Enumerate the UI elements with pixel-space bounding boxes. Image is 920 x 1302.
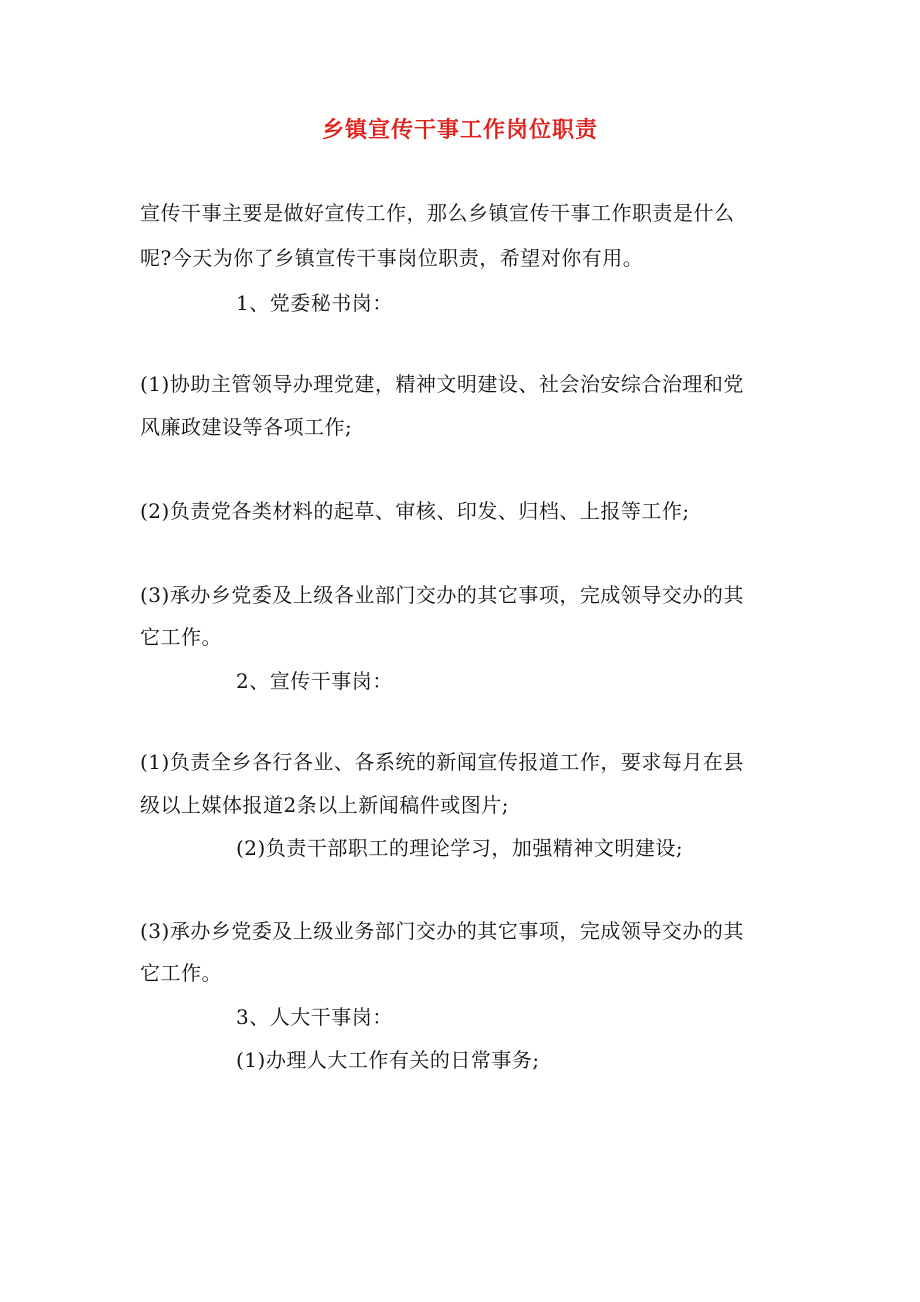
intro-line-1: 宣传干事主要是做好宣传工作，那么乡镇宣传干事工作职责是什么: [140, 201, 735, 225]
intro-line-2: 呢?今天为你了乡镇宣传干事岗位职责，希望对你有用。: [140, 246, 644, 270]
paragraph-line: 级以上媒体报道2条以上新闻稿件或图片;: [140, 793, 509, 817]
paragraph-line: (1)负责全乡各行各业、各系统的新闻宣传报道工作，要求每月在县: [140, 750, 744, 774]
section-heading-1: 1、党委秘书岗：: [236, 291, 393, 315]
paragraph-line: (2)负责干部职工的理论学习，加强精神文明建设;: [236, 836, 684, 860]
paragraph-line: 它工作。: [140, 625, 222, 649]
paragraph-line: (1)办理人大工作有关的日常事务;: [236, 1048, 540, 1072]
section-heading-2: 2、宣传干事岗：: [236, 669, 393, 693]
paragraph-line: (3)承办乡党委及上级各业部门交办的其它事项，完成领导交办的其: [140, 583, 744, 607]
paragraph-line: 它工作。: [140, 961, 222, 985]
paragraph-line: (1)协助主管领导办理党建，精神文明建设、社会治安综合治理和党: [140, 372, 744, 396]
paragraph-line: 风廉政建设等各项工作;: [140, 415, 353, 439]
section-heading-3: 3、人大干事岗：: [236, 1005, 393, 1029]
paragraph-line: (3)承办乡党委及上级业务部门交办的其它事项，完成领导交办的其: [140, 919, 744, 943]
document-title: 乡镇宣传干事工作岗位职责: [321, 117, 598, 143]
paragraph-line: (2)负责党各类材料的起草、审核、印发、归档、上报等工作;: [140, 499, 690, 523]
